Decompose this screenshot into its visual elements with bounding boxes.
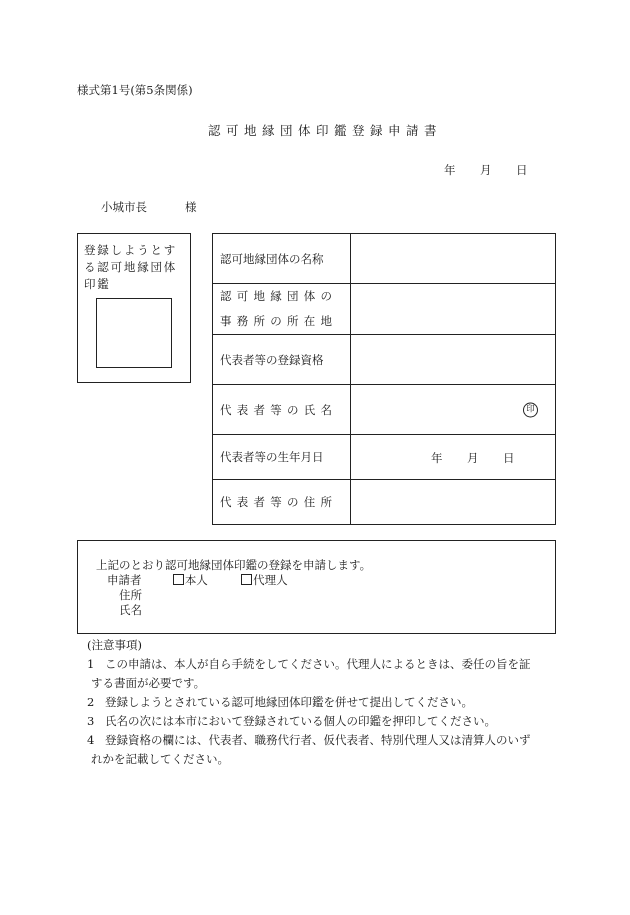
label-char: 等 xyxy=(270,402,282,417)
label-char: 所 xyxy=(253,314,265,328)
row-label-birth-date: 代表者等の生年月日 xyxy=(213,435,351,480)
seal-impression-area[interactable] xyxy=(96,298,172,368)
seal-impression-box xyxy=(77,233,191,383)
date-day-label: 日 xyxy=(516,163,528,177)
document-title: 認可地縁団体印鑑登録申請書 xyxy=(207,123,442,138)
label-char: 住 xyxy=(303,495,316,509)
office-label-line1 xyxy=(220,284,332,309)
label-char: 地 xyxy=(253,289,265,303)
representative-address-field[interactable] xyxy=(351,480,556,525)
note-text: 登録しようとされている認可地縁団体印鑑を併せて提出してください。 xyxy=(105,695,473,709)
row-label-office-address xyxy=(213,284,351,335)
label-char: 務 xyxy=(236,314,249,328)
note-number: 1 xyxy=(87,657,95,671)
seal-box-label: 登録しようとする認可地縁団体印鑑 xyxy=(84,243,178,291)
label-char: 代 xyxy=(220,402,232,417)
form-number: 様式第1号(第5条関係) xyxy=(77,83,193,97)
row-label-representative-name xyxy=(213,385,351,435)
table-row xyxy=(213,385,556,435)
label-char: 地 xyxy=(320,314,332,328)
table-row xyxy=(213,435,556,480)
label-char: 名 xyxy=(320,402,332,417)
label-char: 事 xyxy=(220,314,232,328)
applicant-name-label: 氏名 xyxy=(119,603,142,617)
table-row xyxy=(213,284,556,335)
label-char: 所 xyxy=(320,495,332,509)
seal-mark-icon: 印 xyxy=(523,402,538,417)
label-char: 可 xyxy=(236,289,249,303)
label-char: 所 xyxy=(287,314,299,328)
addressee-honorific: 様 xyxy=(185,200,197,214)
qualification-field[interactable] xyxy=(351,335,556,385)
row-label-representative-address xyxy=(213,480,351,525)
note-text: 登録資格の欄には、代表者、職務代行者、仮代表者、特別代理人又は清算人のいず xyxy=(105,733,531,747)
birth-day-label: 日 xyxy=(503,451,515,465)
note-number: 4 xyxy=(87,733,95,747)
note-text: 氏名の次には本市において登録されている個人の印鑑を押印してください。 xyxy=(105,714,496,728)
label-char: 者 xyxy=(253,495,265,509)
row-label-group-name: 認可地縁団体の名称 xyxy=(213,234,351,284)
date-year-label: 年 xyxy=(444,163,456,177)
label-char: の xyxy=(320,289,332,303)
application-statement-box xyxy=(77,540,556,634)
note-item xyxy=(87,712,557,731)
label-char: 認 xyxy=(220,289,232,303)
notes-heading: (注意事項) xyxy=(87,638,142,652)
self-checkbox[interactable] xyxy=(173,574,184,585)
applicant-label: 申請者 xyxy=(107,573,142,587)
label-char: の xyxy=(270,314,282,328)
applicant-address-label: 住所 xyxy=(119,588,142,602)
applicant-row xyxy=(107,572,288,588)
table-row xyxy=(213,480,556,525)
label-char: の xyxy=(287,495,299,509)
application-statement: 上記のとおり認可地縁団体印鑑の登録を申請します。 xyxy=(96,558,372,572)
note-text-continued: れかを記載してください。 xyxy=(91,752,229,766)
note-number: 3 xyxy=(87,714,95,728)
label-char: 表 xyxy=(236,402,249,417)
self-option-label: 本人 xyxy=(184,573,208,587)
date-month-label: 月 xyxy=(480,163,492,177)
label-char: 者 xyxy=(253,402,265,417)
table-row xyxy=(213,234,556,284)
agent-checkbox[interactable] xyxy=(241,574,252,585)
label-char: 等 xyxy=(270,495,282,509)
row-label-qualification: 代表者等の登録資格 xyxy=(213,335,351,385)
addressee xyxy=(101,199,197,215)
label-char: 団 xyxy=(287,289,299,303)
label-char: 縁 xyxy=(270,289,282,303)
office-label-line2 xyxy=(220,309,332,334)
addressee-name: 小城市長 xyxy=(101,200,147,214)
label-char: 代 xyxy=(220,495,232,509)
note-item xyxy=(87,731,557,769)
label-char: 氏 xyxy=(303,402,316,417)
birth-date-field[interactable] xyxy=(351,435,556,480)
agent-option-label: 代理人 xyxy=(253,573,288,587)
label-char: 表 xyxy=(236,495,249,509)
label-char: の xyxy=(287,402,299,417)
applicant-info-table xyxy=(212,233,556,525)
table-row xyxy=(213,335,556,385)
note-number: 2 xyxy=(87,695,95,709)
group-name-field[interactable] xyxy=(351,234,556,284)
office-address-field[interactable] xyxy=(351,284,556,335)
note-text-continued: する書面が必要です。 xyxy=(91,676,206,690)
representative-name-field[interactable] xyxy=(351,385,556,435)
note-item xyxy=(87,693,557,712)
birth-month-label: 月 xyxy=(467,451,479,465)
label-char: 体 xyxy=(303,289,316,303)
birth-year-label: 年 xyxy=(431,451,443,465)
note-text: この申請は、本人が自ら手続をしてください。代理人によるときは、委任の旨を証 xyxy=(105,657,531,671)
label-char: 在 xyxy=(303,314,316,328)
note-item xyxy=(87,655,557,693)
